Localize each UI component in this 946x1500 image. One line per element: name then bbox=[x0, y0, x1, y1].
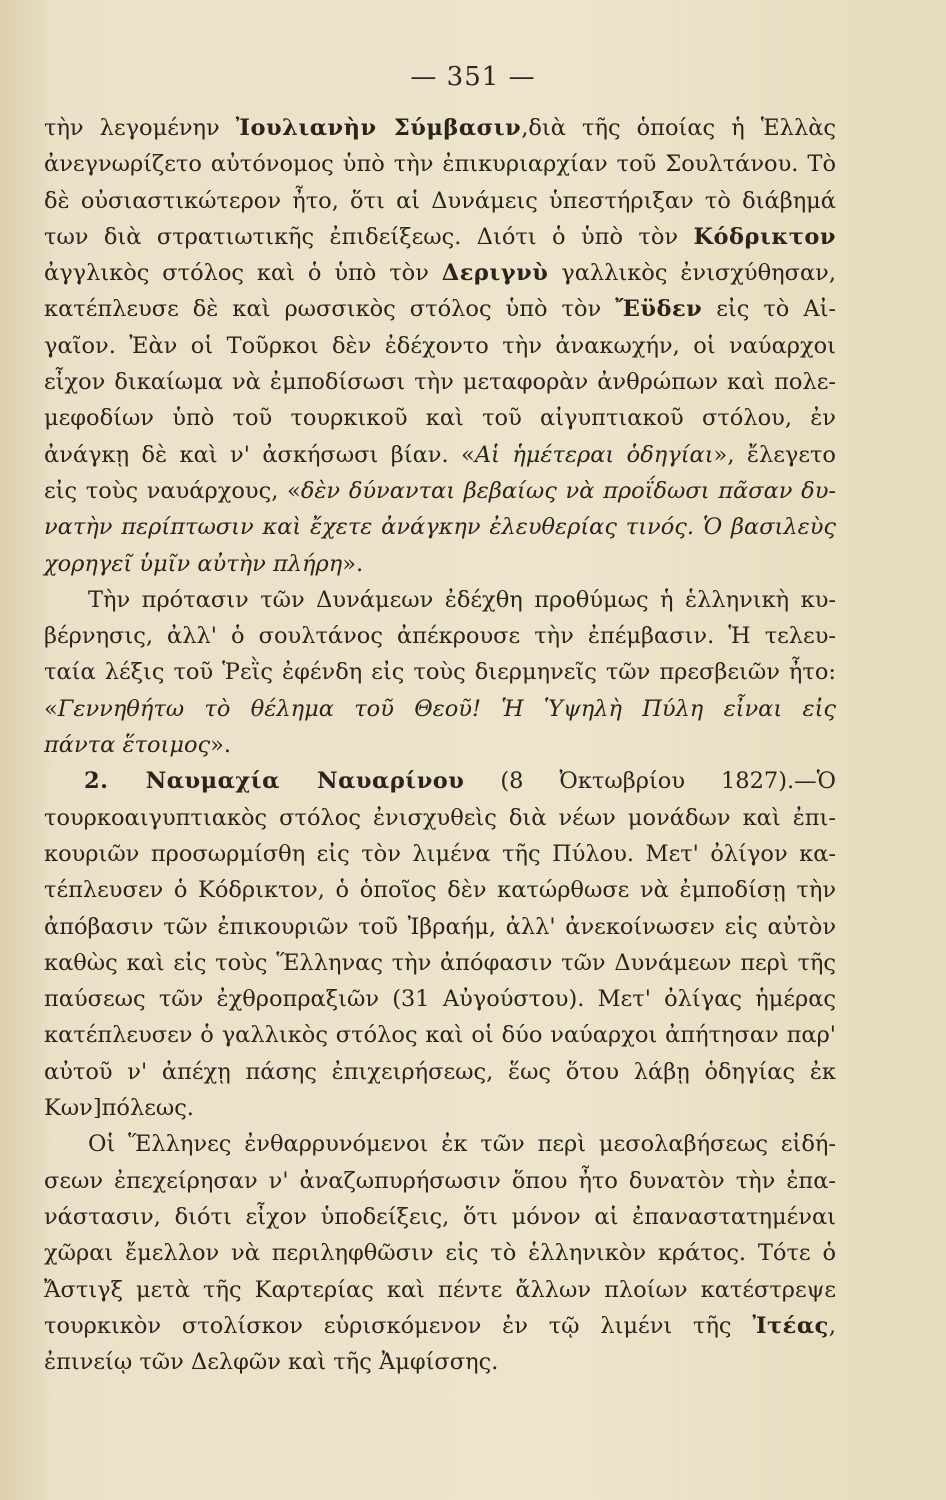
text-line bbox=[44, 727, 836, 763]
text-line bbox=[44, 800, 836, 836]
body-text bbox=[44, 110, 836, 1380]
italic-text: Γεννηθήτω τὸ θέλημα τοῦ Θεοῦ! Ἡ Ὑψηλὴ Πύλη εἶναι εἰς bbox=[57, 695, 836, 722]
text-line bbox=[44, 1235, 836, 1271]
text-span: ἀγγλικὸς στόλος καὶ ὁ ὑπὸ τὸν bbox=[44, 260, 442, 287]
text-line bbox=[44, 509, 836, 545]
italic-text: νατὴν περίπτωσιν καὶ ἔχετε ἀνάγκην ἐλευθερίας τινός. Ὁ βασιλεὺς bbox=[44, 514, 836, 541]
text-line bbox=[44, 1199, 836, 1235]
text-line bbox=[44, 328, 836, 364]
text-span: εἰς τὸ Αἰ- bbox=[702, 296, 836, 323]
text-line bbox=[44, 1054, 836, 1090]
text-line bbox=[44, 473, 836, 509]
text-line bbox=[44, 909, 836, 945]
text-span: (8 Ὀκτωβρίου 1827).—Ὁ bbox=[464, 768, 836, 795]
text-span: », ἔλεγετο bbox=[713, 441, 836, 468]
text-span: εἶχον δικαίωμα νὰ ἐμποδίσωσι τὴν μεταφορὰν ἀνθρώπων καὶ πολε- bbox=[44, 369, 836, 396]
text-line bbox=[44, 836, 836, 872]
italic-text: δὲν δύνανται βεβαίως νὰ προΐδωσι πᾶσαν δυ- bbox=[300, 477, 836, 504]
text-span: των διὰ στρατιωτικῆς ἐπιδείξεως. Διότι ὁ ὑπὸ τὸν bbox=[44, 223, 694, 250]
text-span: κατέπλευσε δὲ καὶ ρωσσικὸς στόλος ὑπὸ τὸν bbox=[44, 296, 616, 323]
text-span: σεων ἐπεχείρησαν ν' ἀναζωπυρήσωσιν ὅπου ἦτο δυνατὸν τὴν ἐπα- bbox=[44, 1167, 836, 1194]
text-span: ἀπόβασιν τῶν ἐπικουριῶν τοῦ Ἰβραήμ, ἀλλ' ἀνεκοίνωσεν εἰς αὐτὸν bbox=[44, 913, 836, 940]
text-span: αὐτοῦ ν' ἀπέχῃ πάσης ἐπιχειρήσεως, ἕως ὅτου λάβῃ ὁδηγίας ἐκ bbox=[44, 1058, 836, 1085]
text-line bbox=[44, 1344, 836, 1380]
text-line bbox=[44, 872, 836, 908]
text-line bbox=[44, 291, 836, 327]
text-span: « bbox=[44, 695, 58, 722]
text-span: τουρκοαιγυπτιακὸς στόλος ἐνισχυθεὶς διὰ νέων μονάδων καὶ ἐπι- bbox=[44, 804, 836, 831]
text-span: γαλλικὸς ἐνισχύθησαν, bbox=[548, 260, 836, 287]
italic-text: Αἱ ἡμέτεραι ὁδηγίαι bbox=[474, 441, 714, 468]
text-span: κατέπλευσεν ὁ γαλλικὸς στόλος καὶ οἱ δύο ναύαρχοι ἀπήτησαν παρ' bbox=[44, 1022, 836, 1049]
text-line bbox=[44, 654, 836, 690]
text-line bbox=[44, 1163, 836, 1199]
text-line bbox=[44, 981, 836, 1017]
text-span: ταία λέξις τοῦ Ῥεῒς ἐφένδη εἰς τοὺς διερμηνεῖς τῶν πρεσβειῶν ἦτο: bbox=[44, 659, 836, 686]
text-line bbox=[44, 1126, 836, 1162]
text-line bbox=[44, 183, 836, 219]
italic-text: χορηγεῖ ὑμῖν αὐτὴν πλήρη bbox=[44, 550, 343, 577]
text-line bbox=[44, 763, 836, 799]
text-span: καθὼς καὶ εἰς τοὺς Ἕλληνας τὴν ἀπόφασιν τῶν Δυνάμεων περὶ τῆς bbox=[44, 949, 836, 976]
text-line bbox=[44, 219, 836, 255]
text-span: παύσεως τῶν ἐχθροπραξιῶν (31 Αὐγούστου). Μετ' ὀλίγας ἡμέρας bbox=[44, 986, 836, 1013]
text-span: ἀνάγκῃ δὲ καὶ ν' ἀσκήσωσι βίαν. « bbox=[44, 441, 475, 468]
text-line bbox=[44, 255, 836, 291]
bold-text: Ἰουλιανὴν Σύμβασιν bbox=[235, 115, 522, 141]
text-span: τὴν λεγομένην bbox=[44, 115, 236, 141]
text-span: εἰς τοὺς ναυάρχους, « bbox=[44, 477, 301, 504]
text-line bbox=[44, 1272, 836, 1308]
text-line bbox=[44, 582, 836, 618]
text-span: ». bbox=[342, 550, 364, 577]
bold-text: 2. Ναυμαχία Ναυαρίνου bbox=[84, 768, 465, 795]
text-span: ἀνεγνωρίζετο αὐτόνομος ὑπὸ τὴν ἐπικυριαρχίαν τοῦ Σουλτάνου. Τὸ bbox=[44, 151, 836, 178]
text-span: Τὴν πρότασιν τῶν Δυνάμεων ἐδέχθη προθύμως ἡ ἑλληνικὴ κυ- bbox=[88, 586, 836, 613]
text-span: Ἄστιγξ μετὰ τῆς Καρτερίας καὶ πέντε ἄλλων πλοίων κατέστρεψε bbox=[44, 1276, 836, 1303]
text-span: νάστασιν, διότι εἶχον ὑποδείξεις, ὅτι μόνον αἱ ἐπαναστατημέναι bbox=[44, 1203, 836, 1230]
text-line bbox=[44, 618, 836, 654]
text-line bbox=[44, 691, 836, 727]
text-line bbox=[44, 1308, 836, 1344]
bold-text: Κόδρικτον bbox=[693, 223, 836, 250]
text-span: ». bbox=[210, 732, 232, 759]
text-span: τουρκικὸν στολίσκον εὑρισκόμενον ἐν τῷ λιμένι τῆς bbox=[44, 1312, 753, 1339]
text-line bbox=[44, 110, 836, 146]
text-line bbox=[44, 146, 836, 182]
text-line bbox=[44, 1090, 836, 1126]
text-span: χῶραι ἔμελλον νὰ περιληφθῶσιν εἰς τὸ ἑλληνικὸν κράτος. Τότε ὁ bbox=[44, 1240, 836, 1267]
italic-text: πάντα ἕτοιμος bbox=[44, 732, 211, 759]
text-span: ,διὰ τῆς ὁποίας ἡ Ἑλλὰς bbox=[521, 115, 836, 141]
text-span: γαῖον. Ἐὰν οἱ Τοῦρκοι δὲν ἐδέχοντο τὴν ἀνακωχήν, οἱ ναύαρχοι bbox=[44, 332, 836, 359]
text-span: , bbox=[828, 1312, 836, 1339]
text-line bbox=[44, 437, 836, 473]
bold-text: Ἰτέας bbox=[752, 1312, 829, 1339]
text-span: Οἱ Ἕλληνες ἐνθαρρυνόμενοι ἐκ τῶν περὶ μεσολαβήσεως εἰδή- bbox=[88, 1131, 836, 1158]
text-span: μεφοδίων ὑπὸ τοῦ τουρκικοῦ καὶ τοῦ αἰγυπτιακοῦ στόλου, ἐν bbox=[44, 405, 836, 432]
text-span: κουριῶν προσωρμίσθη εἰς τὸν λιμένα τῆς Πύλου. Μετ' ὀλίγον κα- bbox=[44, 840, 836, 867]
text-line bbox=[44, 546, 836, 582]
text-span: Κων]πόλεως. bbox=[44, 1095, 194, 1122]
text-span: τέπλευσεν ὁ Κόδρικτον, ὁ ὁποῖος δὲν κατώρθωσε νὰ ἐμποδίσῃ τὴν bbox=[44, 877, 836, 904]
text-line bbox=[44, 945, 836, 981]
text-span: δὲ οὐσιαστικώτερον ἦτο, ὅτι αἱ Δυνάμεις ὑπεστήριξαν τὸ διάβημά bbox=[44, 187, 836, 214]
text-span: βέρνησις, ἀλλ' ὁ σουλτάνος ἀπέκρουσε τὴν ἐπέμβασιν. Ἡ τελευ- bbox=[44, 623, 836, 650]
bold-text: Δεριγνὺ bbox=[441, 260, 549, 287]
page-number: — 351 — bbox=[410, 62, 536, 92]
bold-text: Ἔϋδεν bbox=[615, 296, 703, 323]
text-line bbox=[44, 400, 836, 436]
text-line bbox=[44, 1017, 836, 1053]
text-line bbox=[44, 364, 836, 400]
text-span: ἐπινείῳ τῶν Δελφῶν καὶ τῆς Ἀμφίσσης. bbox=[44, 1349, 499, 1376]
